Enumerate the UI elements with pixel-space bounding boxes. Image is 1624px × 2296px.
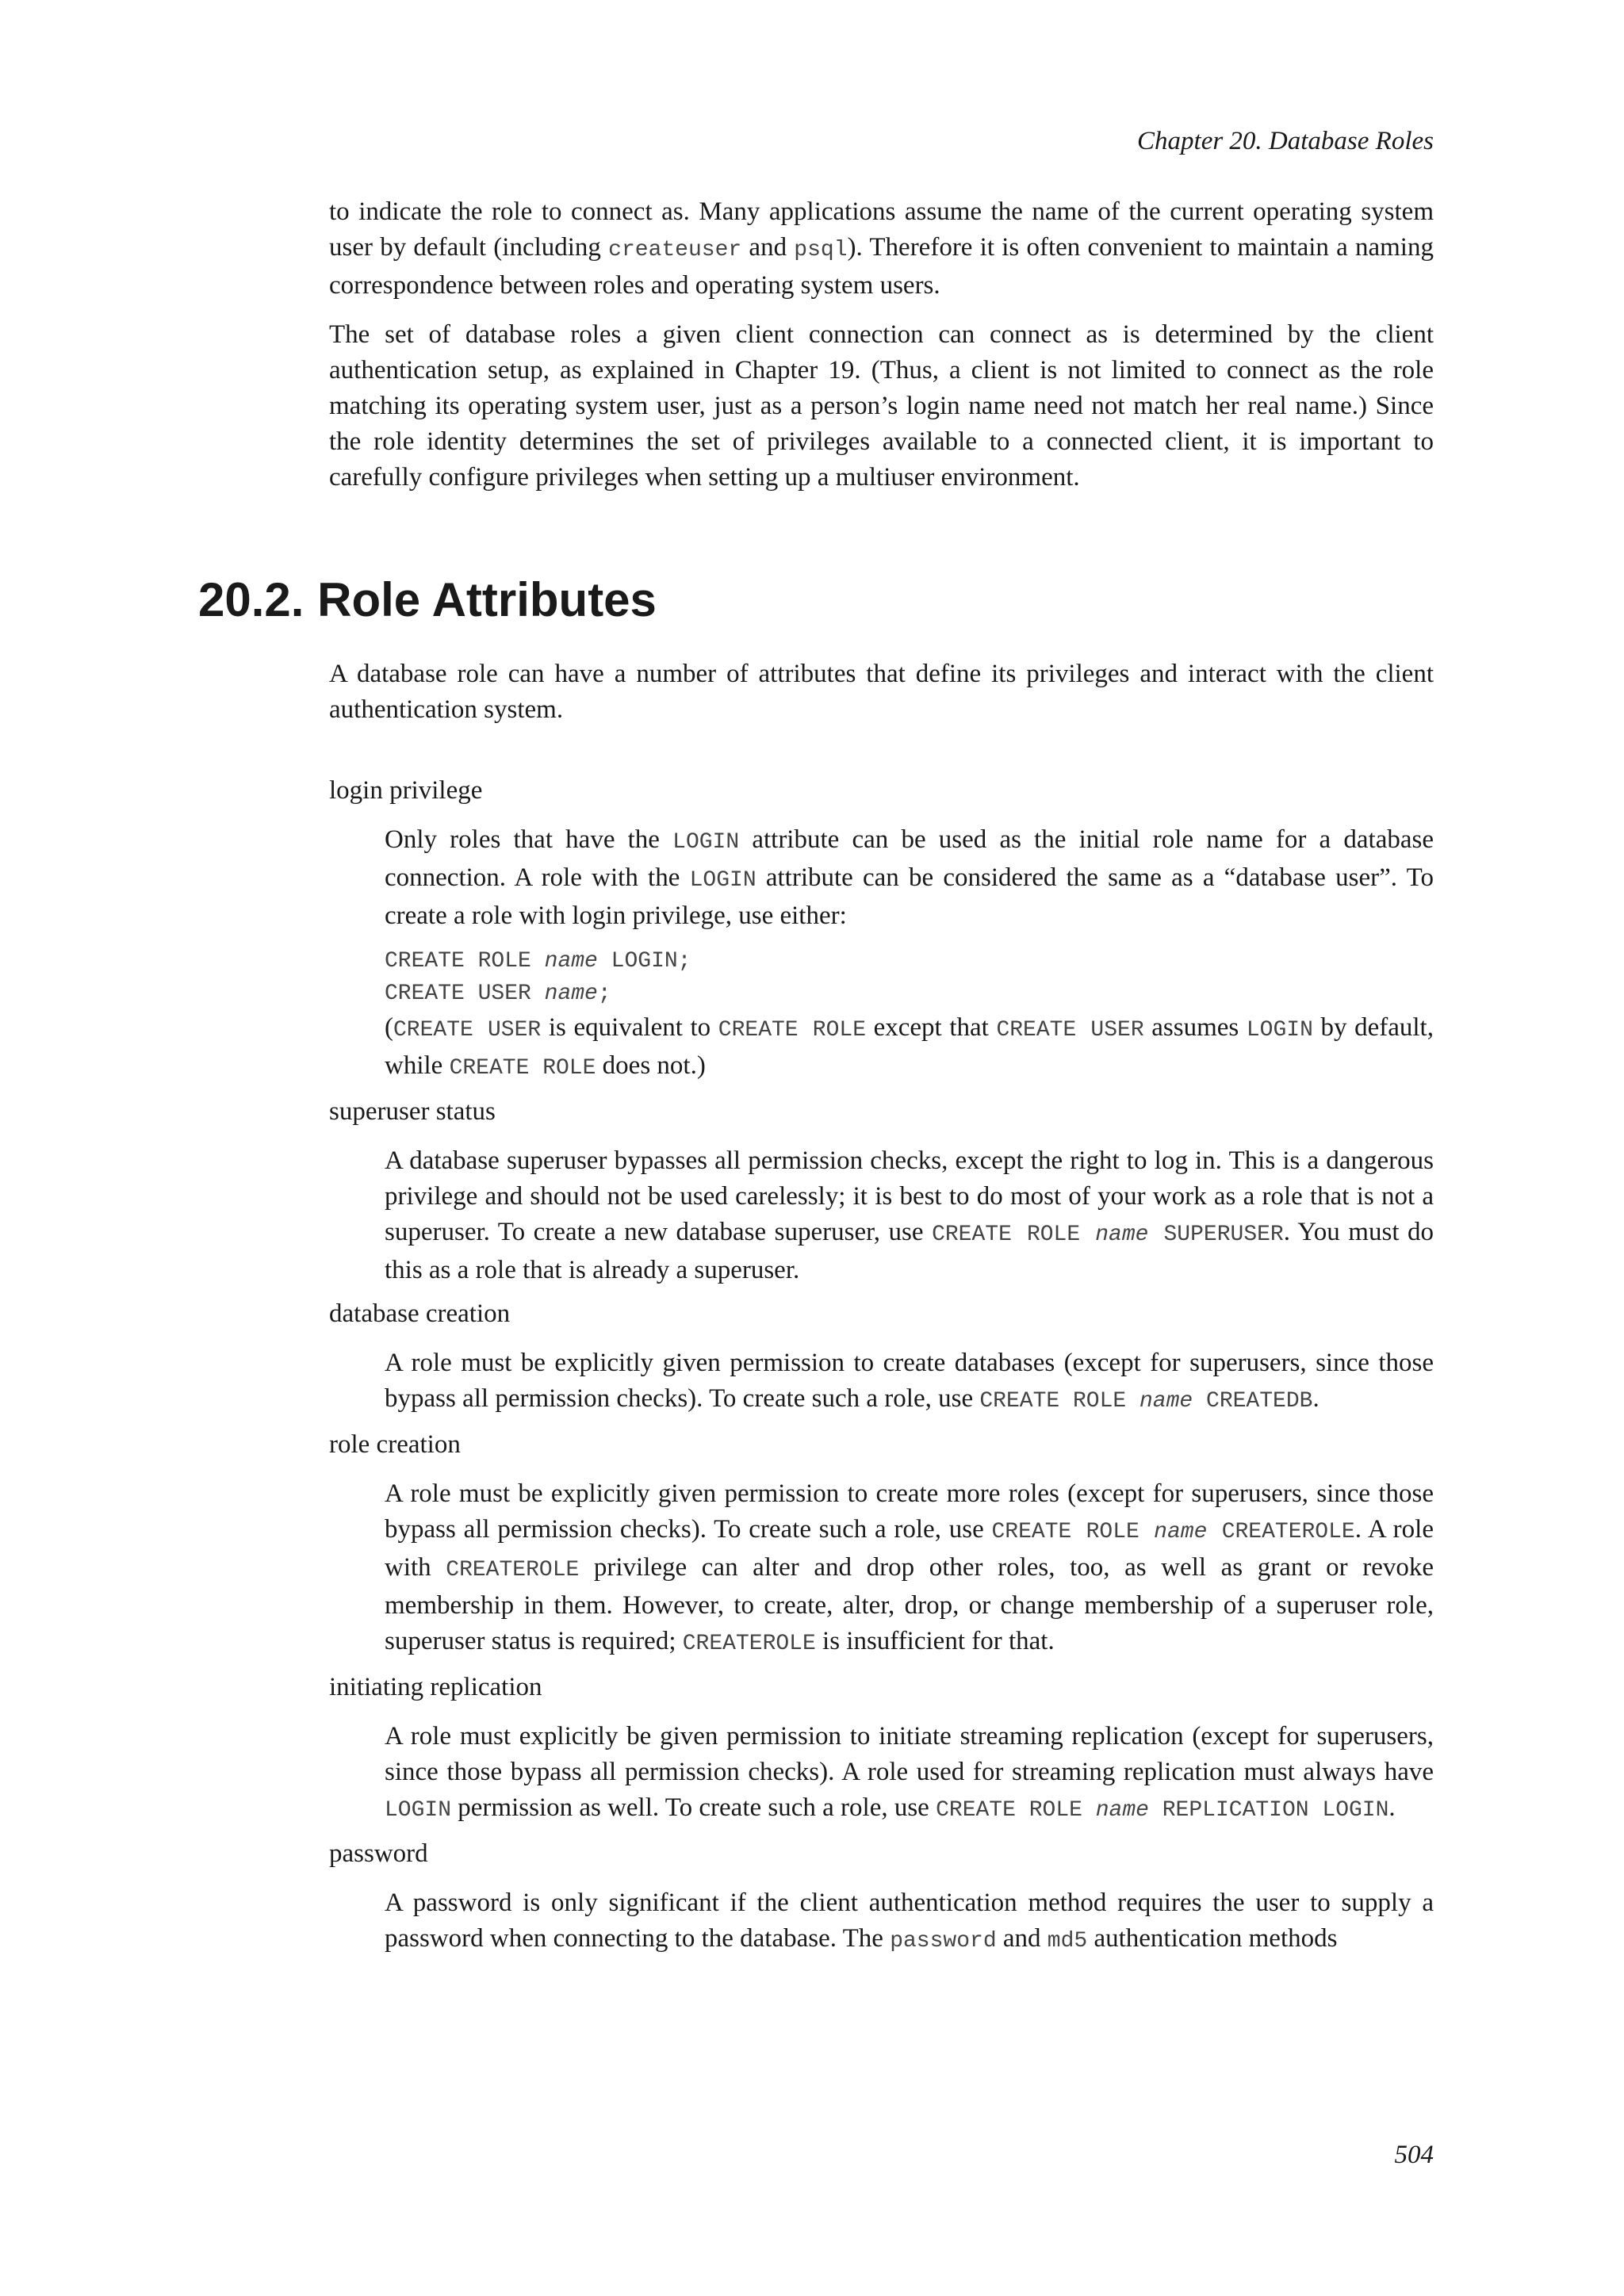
intro-paragraph-1 <box>329 194 1434 304</box>
text-run: . <box>1388 1793 1396 1822</box>
code-run: CREATE ROLE <box>932 1223 1096 1247</box>
text-run: assumes <box>1143 1013 1247 1042</box>
term-login-privilege: login privilege <box>329 776 483 805</box>
code-create-role-createrole <box>991 1520 1354 1544</box>
section-intro <box>329 656 1434 741</box>
def-role-creation <box>385 1476 1434 1662</box>
def-database-creation <box>385 1345 1434 1419</box>
code-createrole: CREATEROLE <box>682 1632 816 1656</box>
text-run: . A role with <box>385 1515 1434 1582</box>
def-note <box>385 1010 1434 1086</box>
def-paragraph <box>385 1719 1434 1828</box>
text-run: by default, while <box>385 1013 1434 1080</box>
def-paragraph <box>385 1143 1434 1288</box>
term-database-creation: database creation <box>329 1299 511 1328</box>
def-paragraph <box>385 1885 1434 1959</box>
code-block <box>385 945 1434 1010</box>
code-run: CREATEDB <box>1193 1389 1313 1414</box>
code-run: ; <box>597 982 611 1006</box>
code-md5: md5 <box>1047 1929 1088 1954</box>
text-run: and <box>996 1924 1048 1953</box>
code-create-role: CREATE ROLE <box>449 1056 596 1081</box>
code-run: REPLICATION LOGIN <box>1148 1798 1389 1823</box>
def-superuser-status <box>385 1143 1434 1288</box>
code-run: CREATE ROLE <box>979 1389 1139 1414</box>
text-run: and <box>741 233 795 262</box>
code-variable: name <box>1095 1798 1149 1823</box>
code-psql: psql <box>794 238 848 262</box>
def-initiating-replication <box>385 1719 1434 1828</box>
text-run: except that <box>866 1013 997 1042</box>
section-heading: 20.2. Role Attributes <box>198 573 657 626</box>
code-run: CREATE ROLE <box>936 1798 1096 1823</box>
code-create-role: CREATE ROLE <box>718 1018 866 1043</box>
intro-text <box>329 194 1434 509</box>
running-header: Chapter 20. Database Roles <box>1137 127 1434 155</box>
code-create-user: CREATE USER <box>393 1018 542 1043</box>
code-variable: name <box>1154 1520 1208 1544</box>
text-run: to indicate the role to connect as. Many applications assume the name of the current operating system user by default (including <box>329 197 1434 262</box>
text-run: A role must be explicitly given permission to create more roles (except for superusers, since those bypass all permission checks). To create such a role, use <box>385 1479 1434 1544</box>
code-create-role-superuser <box>932 1223 1284 1247</box>
text-run: permission as well. To create such a role, use <box>451 1793 936 1822</box>
code-variable: name <box>544 982 598 1006</box>
code-login: LOGIN <box>1246 1018 1313 1043</box>
code-run: CREATE USER <box>385 982 545 1006</box>
text-run: privilege can alter and drop other roles, too, as well as grant or revoke membership in them. However, to create, alter, drop, or change membership of a superuser role, superuser status is required; <box>385 1553 1434 1655</box>
attribute-list <box>329 773 1434 1967</box>
def-login-privilege <box>385 822 1434 1086</box>
term-superuser-status: superuser status <box>329 1097 496 1126</box>
code-createuser: createuser <box>608 238 742 262</box>
text-run: . You must do this as a role that is already a superuser. <box>385 1218 1434 1284</box>
code-run: CREATE ROLE <box>385 949 545 974</box>
code-create-user: CREATE USER <box>996 1018 1144 1043</box>
code-create-role-replication <box>936 1798 1388 1823</box>
text-run: attribute can be considered the same as a “database user”. To create a role with login privilege, use either: <box>385 863 1434 930</box>
page-number: 504 <box>1394 2141 1434 2169</box>
text-run: authentication methods <box>1087 1924 1338 1953</box>
code-run: SUPERUSER <box>1148 1223 1284 1247</box>
code-variable: name <box>1095 1223 1149 1247</box>
text-run: ). Therefore it is often convenient to maintain a naming correspondence between roles and operating system users. <box>329 233 1434 300</box>
text-run: is insufficient for that. <box>815 1627 1055 1655</box>
code-variable: name <box>1139 1389 1193 1414</box>
code-run: LOGIN; <box>597 949 691 974</box>
text-run: A role must be explicitly given permission to create databases (except for superusers, since those bypass all permission checks). To create such a role, use <box>385 1349 1434 1413</box>
text-run: A password is only significant if the client authentication method requires the user to supply a password when connecting to the database. The <box>385 1888 1434 1953</box>
code-create-role-createdb <box>979 1389 1312 1414</box>
code-login: LOGIN <box>385 1798 452 1823</box>
section-intro-paragraph: A database role can have a number of attributes that define its privileges and interact with the client authentication system. <box>329 660 1434 724</box>
text-run: is equivalent to <box>541 1013 718 1042</box>
term-initiating-replication: initiating replication <box>329 1673 542 1701</box>
term-password: password <box>329 1839 428 1868</box>
text-run: A database superuser bypasses all permission checks, except the right to log in. This is a dangerous privilege and should not be used carelessly; it is best to do most of your work as a role that is not a superuser. To create a new database superuser, use <box>385 1146 1434 1246</box>
text-run: attribute can be used as the initial role name for a database connection. A role with the <box>385 825 1434 892</box>
intro-paragraph-2: The set of database roles a given client connection can connect as is determined by the client authentication setup, as explained in Chapter 19. (Thus, a client is not limited to connect as the role matching its operating system user, just as a person’s login name need not match her real name.) Since the role identity determines the set of privileges available to a connected client, it is important to carefully configure privileges when setting up a multiuser environment. <box>329 320 1434 492</box>
code-createrole: CREATEROLE <box>446 1558 580 1582</box>
def-password <box>385 1885 1434 1959</box>
code-run: CREATEROLE <box>1207 1520 1355 1544</box>
text-run: . <box>1312 1384 1320 1413</box>
code-password: password <box>890 1929 997 1954</box>
def-paragraph <box>385 1476 1434 1662</box>
text-run: A role must explicitly be given permission to initiate streaming replication (except for superusers, since those bypass all permission checks). A role used for streaming replication must always have <box>385 1722 1434 1786</box>
text-run: ( <box>385 1013 393 1042</box>
def-paragraph <box>385 1345 1434 1419</box>
code-variable: name <box>544 949 598 974</box>
text-run: Only roles that have the <box>385 825 673 854</box>
term-role-creation: role creation <box>329 1430 461 1459</box>
code-run: CREATE ROLE <box>991 1520 1155 1544</box>
text-run: does not.) <box>596 1051 706 1080</box>
code-login: LOGIN <box>672 830 740 855</box>
code-login: LOGIN <box>689 868 756 893</box>
def-paragraph <box>385 822 1434 934</box>
